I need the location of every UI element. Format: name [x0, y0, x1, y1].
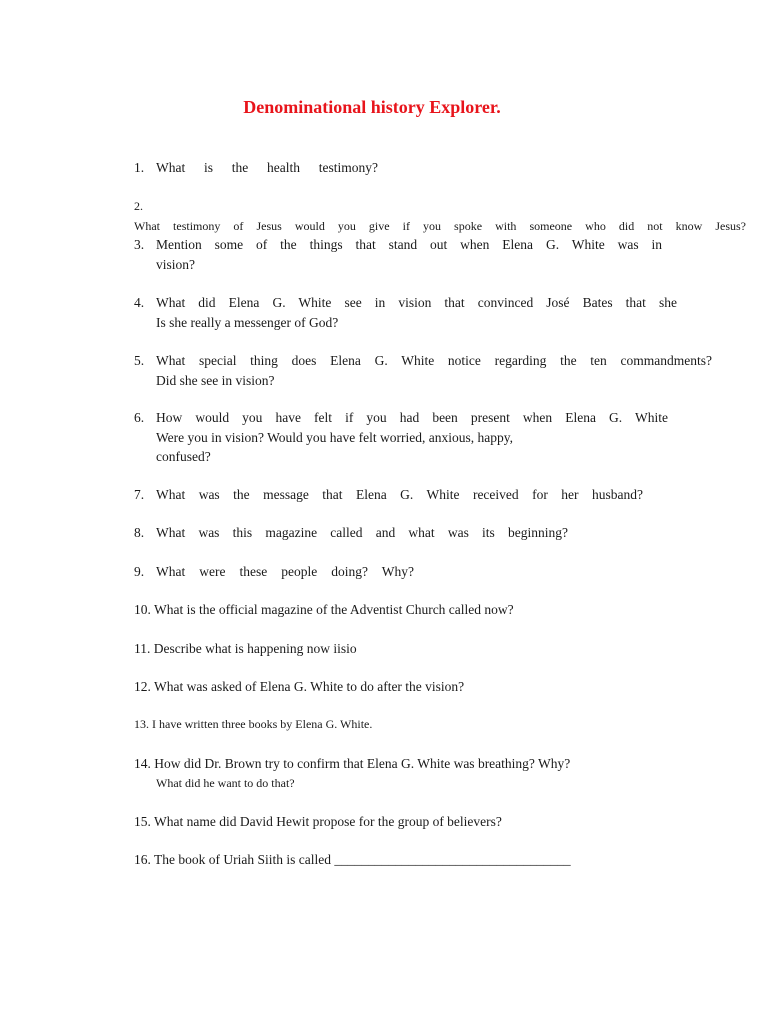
question-6: [134, 408, 764, 467]
question-text: Mention some of the things that stand out when Elena G. White was in: [156, 237, 662, 252]
question-text: What were these people doing? Why?: [156, 564, 414, 579]
question-number: 4.: [134, 295, 145, 310]
question-text: The book of Uriah Siith is called ___________________________________: [154, 852, 571, 867]
question-14: [134, 754, 764, 793]
question-text: How would you have felt if you had been present when Elena G. White: [156, 410, 668, 425]
question-text-continued: Is she really a messenger of God?: [156, 314, 339, 330]
question-number: 14.: [134, 756, 151, 771]
question-7: [134, 485, 764, 505]
question-number: 12.: [134, 679, 151, 694]
question-text: What did Elena G. White see in vision that convinced José Bates that she: [156, 295, 677, 310]
question-number: 7.: [134, 487, 145, 502]
document-title: Denominational history Explorer.: [243, 97, 501, 117]
question-number: 13.: [134, 717, 149, 731]
question-text: What was asked of Elena G. White to do after the vision?: [154, 679, 465, 694]
question-number: 8.: [134, 525, 145, 540]
question-text: What was the message that Elena G. White received for her husband?: [156, 487, 643, 502]
question-text-continued: Did she see in vision?: [156, 372, 275, 388]
question-12: [134, 677, 764, 697]
question-4: [134, 293, 764, 332]
question-10: [134, 600, 764, 620]
question-text: Describe what is happening now iisio: [153, 641, 357, 656]
question-number: 5.: [134, 353, 145, 368]
question-9: [134, 562, 764, 582]
question-number: 16.: [134, 852, 151, 867]
question-text-continued: vision?: [156, 256, 195, 272]
question-text: How did Dr. Brown try to confirm that Elena G. White was breathing? Why?: [154, 756, 571, 771]
question-15: [134, 812, 764, 832]
question-11: [134, 639, 764, 659]
question-number: 2.: [134, 199, 143, 213]
question-13: [134, 715, 764, 735]
question-text-continued: Were you in vision? Would you have felt worried, anxious, happy,: [156, 429, 513, 445]
question-1: [134, 158, 764, 178]
question-text: What testimony of Jesus would you give if you spoke with someone who did not know Jesus?: [134, 218, 746, 233]
question-number: 11.: [134, 641, 151, 656]
question-16: [134, 850, 764, 870]
question-text-continued: confused?: [156, 449, 211, 464]
question-text: What is the health testimony?: [156, 160, 378, 175]
question-2: [134, 197, 764, 236]
question-text-continued: What did he want to do that?: [156, 775, 295, 790]
question-text: What is the official magazine of the Adventist Church called now?: [154, 602, 514, 617]
question-text: What special thing does Elena G. White notice regarding the ten commandments?: [156, 353, 712, 368]
question-number: 3.: [134, 237, 145, 252]
question-5: [134, 351, 764, 390]
question-3: [134, 235, 764, 274]
question-number: 1.: [134, 160, 145, 175]
question-text: What was this magazine called and what was its beginning?: [156, 525, 568, 540]
question-number: 6.: [134, 410, 145, 425]
question-text: What name did David Hewit propose for the group of believers?: [154, 814, 502, 829]
question-number: 15.: [134, 814, 151, 829]
question-number: 9.: [134, 564, 145, 579]
question-8: [134, 523, 764, 543]
question-number: 10.: [134, 602, 151, 617]
question-text: I have written three books by Elena G. White.: [152, 717, 373, 731]
